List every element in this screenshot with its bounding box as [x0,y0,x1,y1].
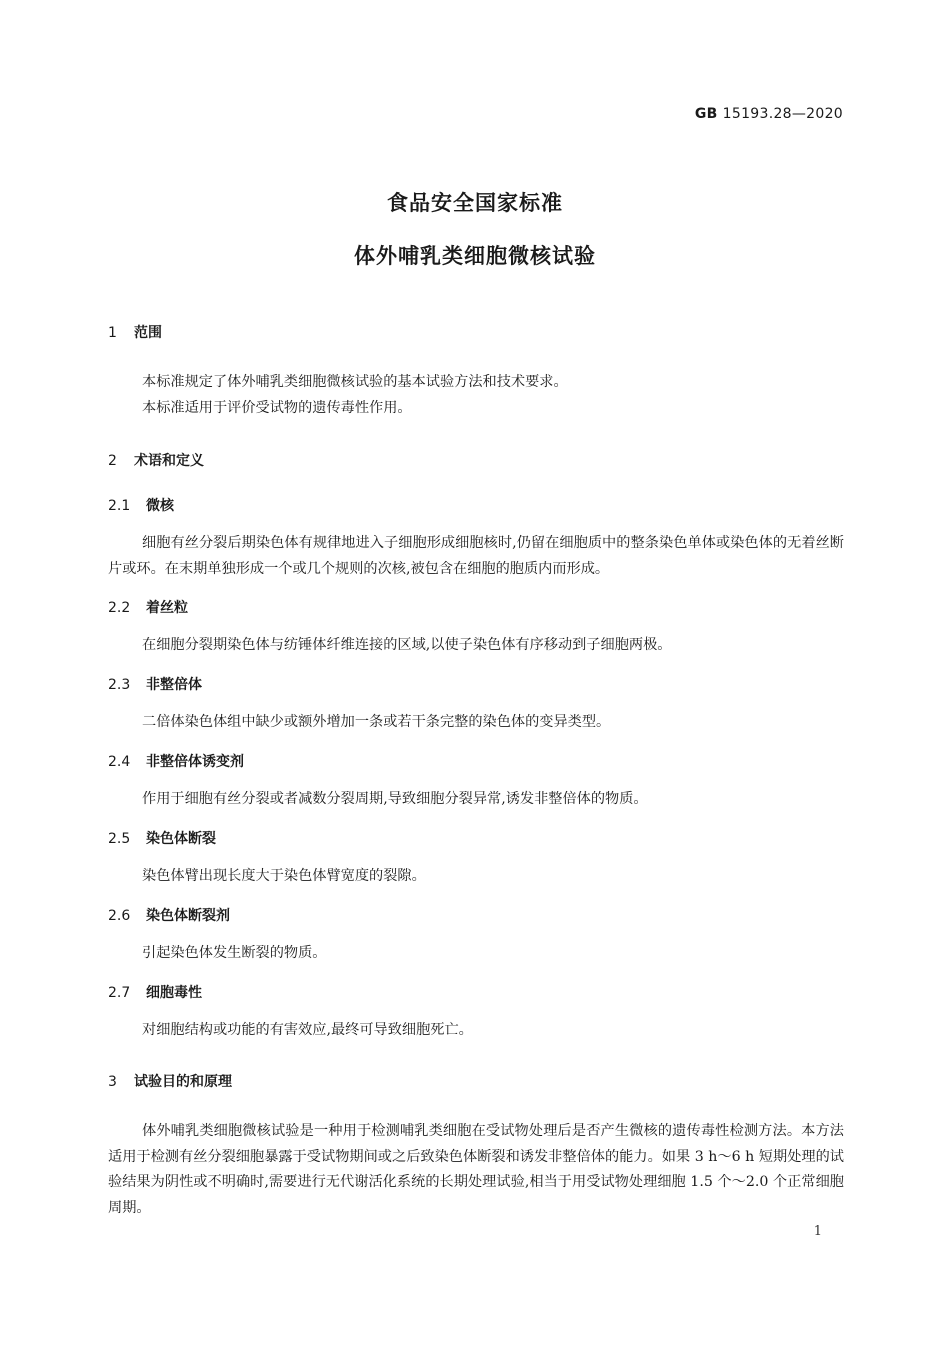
section-number: 1 [108,325,117,341]
term-number: 2.5 [108,831,131,847]
standard-number [695,106,843,122]
term-definition: 引起染色体发生断裂的物质。 [142,945,327,961]
paragraph: 体外哺乳类细胞微核试验是一种用于检测哺乳类细胞在受试物处理后是否产生微核的遗传毒性检测方法。本方法适用于检测有丝分裂细胞暴露于受试物期间或之后致染色体断裂和诱发非整倍体的能力。如果 3 h～6 h 短期处理的试验结果为阴性或不明确时,需要进行无代谢活化系统的长期处理试验,相当于用受试物处理细胞 1.5 个～2.0 个正常细胞周期。 [108,1123,844,1216]
term-number: 2.3 [108,677,131,693]
paragraph: 本标准适用于评价受试物的遗传毒性作用。 [142,400,412,416]
term-heading [108,983,202,1003]
section-heading-scope [108,323,162,343]
term-title: 细胞毒性 [146,985,202,1001]
term-number: 2.6 [108,908,131,924]
term-definition: 在细胞分裂期染色体与纺锤体纤维连接的区域,以使子染色体有序移动到子细胞两极。 [142,637,672,653]
term-heading [108,598,188,618]
term-definition: 二倍体染色体组中缺少或额外增加一条或若干条完整的染色体的变异类型。 [142,714,611,730]
term-title: 非整倍体 [146,677,202,693]
term-number: 2.2 [108,600,131,616]
term-heading [108,906,230,926]
term-heading [108,752,244,772]
term-title: 微核 [146,498,174,514]
page-number: 1 [813,1224,822,1239]
term-number: 2.1 [108,498,131,514]
section-heading-purpose [108,1072,232,1092]
term-title: 染色体断裂 [146,831,216,847]
term-definition: 对细胞结构或功能的有害效应,最终可导致细胞死亡。 [142,1022,473,1038]
term-heading [108,496,174,516]
section-title: 范围 [134,325,162,341]
term-heading [108,829,216,849]
paragraph: 本标准规定了体外哺乳类细胞微核试验的基本试验方法和技术要求。 [142,374,568,390]
section-number: 2 [108,453,117,469]
term-title: 染色体断裂剂 [146,908,230,924]
term-definition: 作用于细胞有丝分裂或者减数分裂周期,导致细胞分裂异常,诱发非整倍体的物质。 [142,791,648,807]
standard-code: 15193.28—2020 [722,106,843,122]
term-title: 非整倍体诱变剂 [146,754,244,770]
section-title: 试验目的和原理 [134,1074,232,1090]
section-number: 3 [108,1074,117,1090]
term-definition: 细胞有丝分裂后期染色体有规律地进入子细胞形成细胞核时,仍留在细胞质中的整条染色单体或染色体的无着丝断片或环。在末期单独形成一个或几个规则的次核,被包含在细胞的胞质内而形成。 [108,535,844,577]
standard-prefix: GB [694,106,718,122]
term-number: 2.7 [108,985,131,1001]
document-subtitle: 体外哺乳类细胞微核试验 [354,244,596,268]
term-definition: 染色体臂出现长度大于染色体臂宽度的裂隙。 [142,868,426,884]
document-title: 食品安全国家标准 [387,191,563,215]
term-number: 2.4 [108,754,131,770]
section-heading-terms [108,451,204,471]
section-title: 术语和定义 [134,453,204,469]
term-heading [108,675,202,695]
term-title: 着丝粒 [146,600,188,616]
